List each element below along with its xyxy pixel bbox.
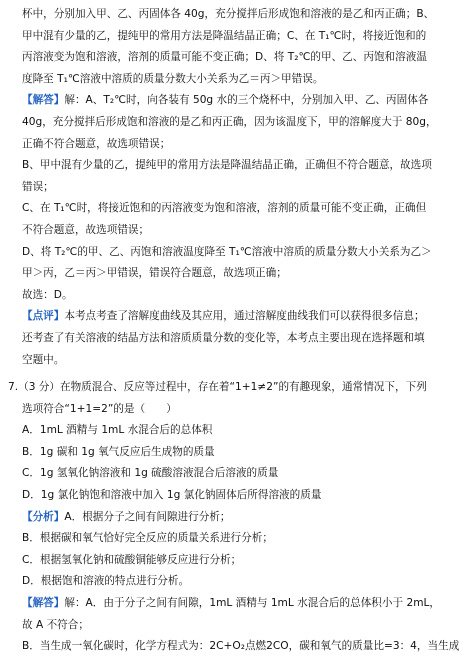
line-text: 甲中混有少量的乙，提纯甲的常用方法是降温结晶正确；C、在 T₁℃时，将接近饱和的 [22, 29, 427, 42]
line-text: 度降至 T₁℃溶液中溶质的质量分数大小关系为乙＝丙＞甲错误。 [22, 72, 324, 85]
line-text: B．根据碳和氧气恰好完全反应的质量关系进行分析； [22, 532, 273, 545]
line-text: 40g，充分搅拌后形成饱和溶液的是乙和丙正确，因为该温度下，甲的溶解度大于 80g， [22, 115, 437, 128]
text-line [8, 399, 406, 421]
line-text: A．1mL 酒精与 1mL 水混合后的总体积 [22, 424, 213, 437]
text-line [8, 593, 441, 615]
text-line [8, 571, 406, 593]
line-text: 7.（3 分）在物质混合、反应等过程中，存在着“1+1≠2”的有趣现象，通常情况下，下列 [8, 381, 427, 394]
text-line [8, 306, 425, 328]
text-line [8, 220, 406, 242]
line-text: 选项符合“1+1=2”的是（ ） [22, 402, 177, 415]
text-line [8, 263, 406, 285]
line-text: 丙溶液变为饱和溶液，溶剂的质量可能不变正确；D、将 T₂℃的甲、乙、丙饱和溶液温 [22, 51, 427, 64]
line-text: B．1g 碳和 1g 氧气反应后生成物的质量 [22, 445, 215, 458]
text-line [8, 550, 406, 572]
line-text: 甲＞丙，乙＝丙＞甲错误，错误符合题意，故选项正确； [22, 267, 287, 280]
text-line [8, 112, 437, 134]
text-line [8, 285, 406, 307]
section-tag: 【点评】 [22, 310, 65, 323]
question-line [8, 377, 427, 399]
line-text: 错误； [22, 180, 54, 193]
text-line [8, 47, 427, 69]
text-line [8, 328, 425, 350]
line-text: C．1g 氢氧化钠溶液和 1g 硫酸溶液混合后溶液的质量 [22, 467, 279, 480]
line-text: 故选：D。 [22, 288, 73, 301]
text-line [8, 485, 406, 507]
text-line [8, 155, 432, 177]
text-line [8, 615, 406, 637]
line-text: 解：A．由于分子之间有间隙，1mL 酒精与 1mL 水混合后的总体积小于 2mL， [64, 597, 441, 610]
text-line [8, 420, 406, 442]
section-tag: 【解答】 [22, 597, 65, 610]
section-tag: 【分析】 [22, 510, 65, 523]
text-line [8, 198, 427, 220]
text-line [8, 442, 406, 464]
text-line [8, 69, 406, 91]
text-line [8, 134, 406, 156]
text-line [8, 507, 406, 529]
line-text: B、甲中混有少量的乙，提纯甲的常用方法是降温结晶正确，正确但不符合题意，故选项 [22, 159, 432, 172]
line-text: 还考查了有关溶液的结晶方法和溶质质量分数的变化等，本考点主要出现在选择题和填 [22, 331, 425, 344]
line-text: D．1g 氯化钠饱和溶液中加入 1g 氯化钠固体后所得溶液的质量 [22, 489, 322, 502]
text-line [8, 636, 459, 658]
line-text: B．当生成一氧化碳时，化学方程式为：2C+O₂点燃2CO，碳和氧气的质量比=3：4，当生成 [22, 640, 459, 653]
text-line [8, 26, 427, 48]
line-text: D．根据饱和溶液的特点进行分析。 [22, 575, 190, 588]
text-line [8, 350, 406, 372]
line-text: 解：A、T₂℃时，向各装有 50g 水的三个烧杯中，分别加入甲、乙、丙固体各 [64, 94, 429, 107]
line-text: 故 A 不符合； [22, 618, 89, 631]
text-line [8, 528, 406, 550]
text-line [8, 463, 406, 485]
line-text: D、将 T₂℃的甲、乙、丙饱和溶液温度降至 T₁℃溶液中溶质的质量分数大小关系为乙＞ [22, 245, 432, 258]
line-text: C．根据氢氧化钠和硫酸铜能够反应进行分析； [22, 553, 242, 566]
line-text: 不符合题意，故选项错误； [22, 223, 150, 236]
line-text: A．根据分子之间有间隙进行分析； [64, 510, 231, 523]
line-text: 杯中，分别加入甲、乙、丙固体各 40g，充分搅拌后形成饱和溶液的是乙和丙正确；B、 [22, 8, 435, 20]
section-tag: 【解答】 [22, 94, 65, 107]
line-text: C、在 T₁℃时，将接近饱和的丙溶液变为饱和溶液，溶剂的质量可能不变正确，正确但 [22, 202, 427, 215]
text-line [8, 90, 429, 112]
text-line [8, 242, 432, 264]
line-text: 本考点考查了溶解度曲线及其应用，通过溶解度曲线我们可以获得很多信息； [64, 310, 425, 323]
line-text: 空题中。 [22, 353, 65, 366]
text-line [8, 4, 435, 26]
text-line [8, 177, 406, 199]
line-text: 正确不符合题意，故选项错误； [22, 137, 171, 150]
